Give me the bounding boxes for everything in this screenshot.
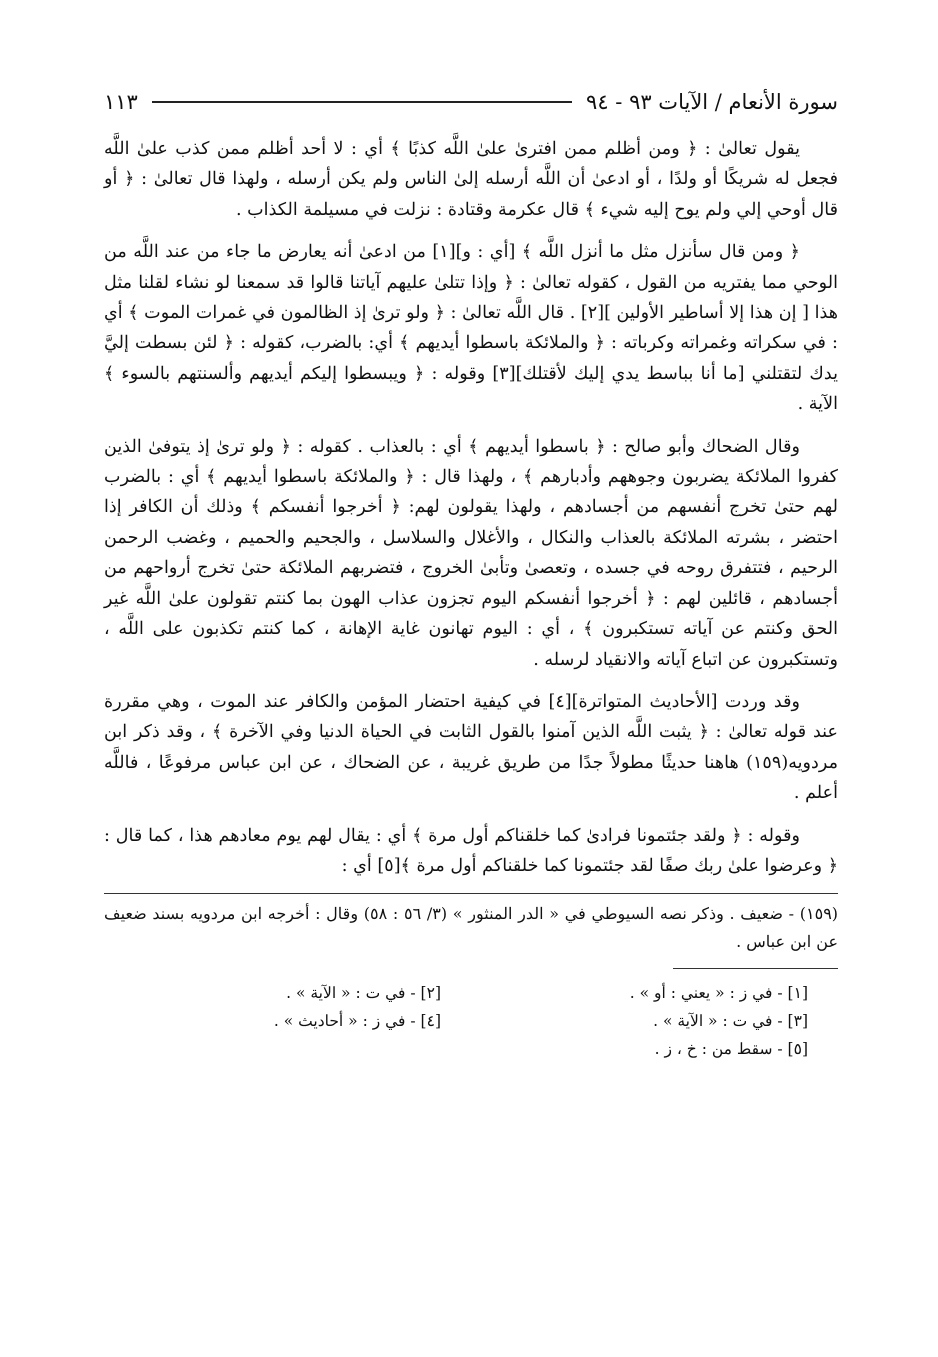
header-rule (152, 101, 572, 103)
note-3: [٣] - في ت : « الآية » . (653, 1012, 808, 1031)
surah-title: سورة الأنعام / الآيات ٩٣ - ٩٤ (586, 90, 838, 114)
note-2: [٢] - في ت : « الآية » . (286, 984, 441, 1003)
paragraph-2: ﴿ ومن قال سأنزل مثل ما أنزل اللَّه ﴾ [أي : و][١] من ادعىٰ أنه يعارض ما جاء من عند اللَّه من الوحي مما يفتريه من القول ، كقوله تعالىٰ : ﴿ وإذا تتلىٰ عليهم آياتنا قالوا قد سمعنا لو نشاء لقلنا مثل هذا [ إن هذا إلا أساطير الأولين ][٢] . قال اللَّه تعالىٰ : ﴿ ولو ترىٰ إذ الظالمون في غمرات الموت ﴾ أي : في سكراته وغمراته وكرباته : ﴿ والملائكة باسطوا أيديهم ﴾ أي: بالضرب، كقوله : ﴿ لئن بسطت إليَّ يدك لتقتلني [ما أنا بباسط يدي إليك لأقتلك][٣] وقوله : ﴿ ويبسطوا إليكم أيديهم وألسنتهم بالسوء ﴾ الآية . (104, 242, 838, 415)
hadith-footnote (104, 893, 838, 956)
footnote-159: (١٥٩) - ضعيف . وذكر نصه السيوطي في « الدر المنثور » (٣/ ٥٦ : ٥٨) وقال : أخرجه ابن مردويه بسند ضعيف عن ابن عباس . (104, 904, 839, 952)
page-number: ١١٣ (104, 90, 138, 114)
note-5: [٥] - سقط من : خ ، ز . (654, 1040, 808, 1059)
paragraph-4: وقد وردت [الأحاديث المتواترة][٤] في كيفية احتضار المؤمن والكافر عند الموت ، وهي مقررة عند قوله تعالىٰ : ﴿ يثبت اللَّه الذين آمنوا بالقول الثابت في الحياة الدنيا وفي الآخرة ﴾ ، وقد ذكر ابن مردويه(١٥٩) هاهنا حديثًا مطولاً جدًا من طريق غريبة ، عن الضحاك ، عن ابن عباس مرفوعًا ، فاللَّه أعلم . (104, 691, 838, 804)
variant-notes (104, 979, 838, 1063)
note-4: [٤] - في ز : « أحاديث » . (273, 1012, 441, 1031)
paragraph-5: وقوله : ﴿ ولقد جئتمونا فرادىٰ كما خلقناكم أول مرة ﴾ أي : يقال لهم يوم معادهم هذا ، كما قال : ﴿ وعرضوا علىٰ ربك صفًا لقد جئتمونا كما خلقناكم أول مرة ﴾[٥] أي : (104, 825, 838, 876)
note-1: [١] - في ز : « يعني : أو » . (629, 984, 808, 1003)
main-text (104, 134, 838, 881)
notes-separator (673, 968, 838, 969)
running-header (104, 82, 838, 122)
paragraph-1: يقول تعالىٰ : ﴿ ومن أظلم ممن افترىٰ علىٰ اللَّه كذبًا ﴾ أي : لا أحد أظلم ممن كذب علىٰ اللَّه فجعل له شريكًا أو ولدًا ، أو ادعىٰ أن اللَّه أرسله إلىٰ الناس ولم يكن أرسله ، ولهذا قال تعالىٰ : ﴿ أو قال أوحي إلي ولم يوح إليه شيء ﴾ قال عكرمة وقتادة : نزلت في مسيلمة الكذاب . (104, 139, 838, 220)
paragraph-3: وقال الضحاك وأبو صالح : ﴿ باسطوا أيديهم ﴾ أي : بالعذاب . كقوله : ﴿ ولو ترىٰ إذ يتوفىٰ الذين كفروا الملائكة يضربون وجوههم وأدبارهم ﴾ ، ولهذا قال : ﴿ والملائكة باسطوا أيديهم ﴾ أي : بالضرب لهم حتىٰ تخرج أنفسهم من أجسادهم ، ولهذا يقولون لهم: ﴿ أخرجوا أنفسكم ﴾ وذلك أن الكافر إذا احتضر ، بشرته الملائكة بالعذاب والنكال ، والأغلال والسلاسل ، والجحيم والحميم ، وغضب الرحمن الرحيم ، فتتفرق روحه في جسده ، وتعصىٰ وتأبىٰ الخروج ، فتضربهم الملائكة حتىٰ تخرج أرواحهم من أجسادهم ، قائلين لهم : ﴿ أخرجوا أنفسكم اليوم تجزون عذاب الهون بما كنتم تقولون علىٰ اللَّه غير الحق وكنتم عن آياته تستكبرون ﴾ ، أي : اليوم تهانون غاية الإهانة ، كما كنتم تكذبون على اللَّه ، وتستكبرون عن اتباع آياته والانقياد لرسله . (104, 436, 838, 670)
